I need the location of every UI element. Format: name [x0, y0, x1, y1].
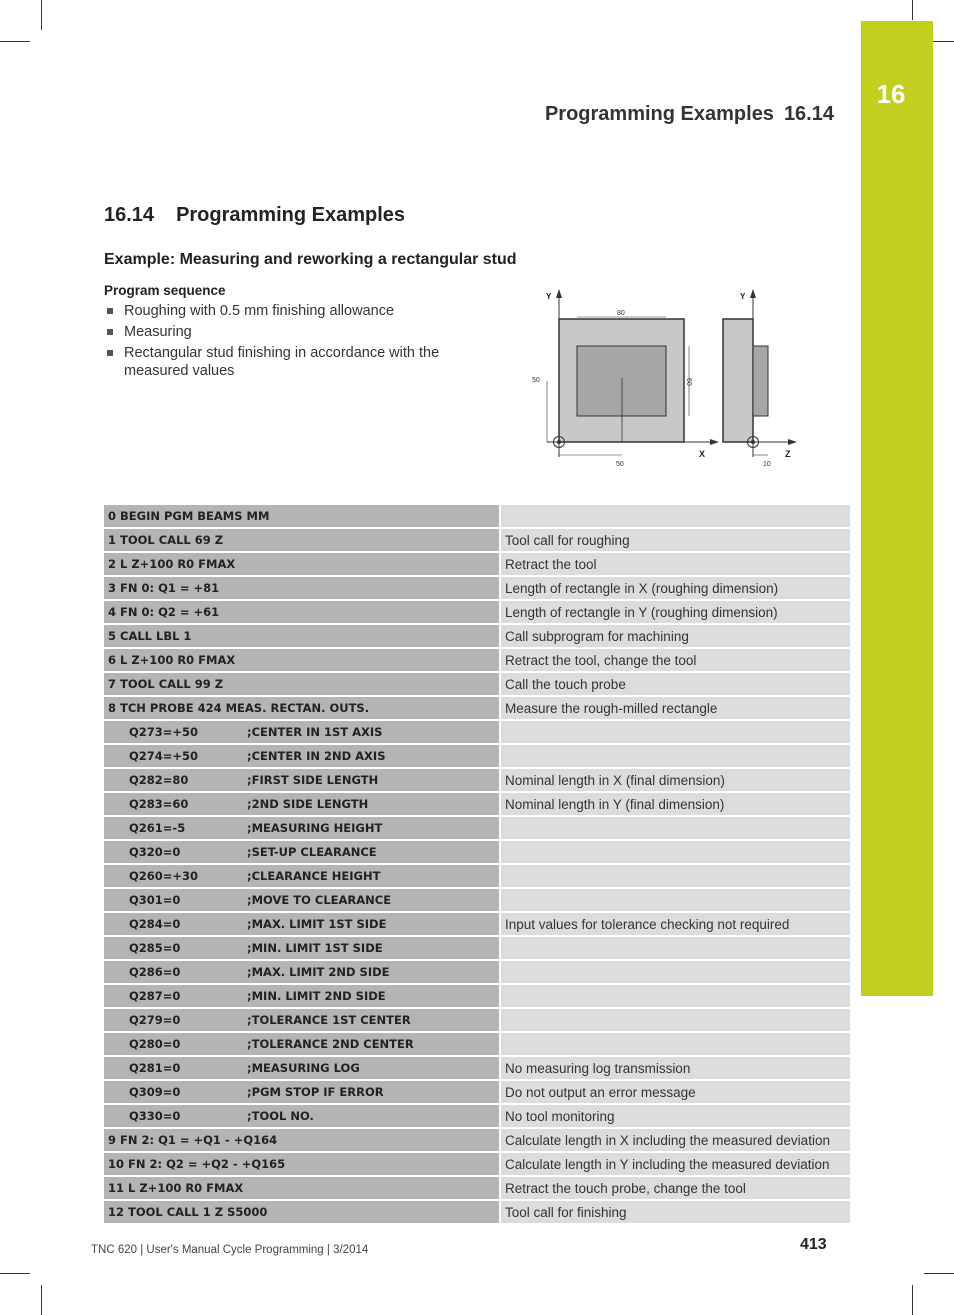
program-code-cell [104, 1057, 499, 1081]
parameter-comment: ;TOLERANCE 2ND CENTER [247, 1037, 414, 1051]
program-description-cell: Tool call for roughing [499, 529, 850, 553]
table-row [104, 1153, 850, 1177]
program-code-cell [104, 961, 499, 985]
list-item: Roughing with 0.5 mm finishing allowance [104, 302, 474, 320]
table-row [104, 961, 850, 985]
running-head-number: 16.14 [783, 103, 834, 125]
parameter-comment: ;TOOL NO. [247, 1109, 314, 1123]
program-sequence-list [104, 302, 474, 383]
example-title: Example: Measuring and reworking a rectangular stud [104, 251, 517, 268]
program-description-cell: Call subprogram for machining [499, 625, 850, 649]
program-code-cell: 9 FN 2: Q1 = +Q1 - +Q164 [104, 1129, 499, 1153]
program-table-body [104, 505, 850, 1225]
parameter-value: Q280=0 [129, 1037, 181, 1051]
program-description-cell: Length of rectangle in X (roughing dimension) [499, 577, 850, 601]
parameter-value: Q301=0 [129, 893, 181, 907]
program-description-cell [499, 937, 850, 961]
crop-mark [912, 1285, 913, 1315]
table-row [104, 649, 850, 673]
parameter-comment: ;MAX. LIMIT 2ND SIDE [247, 965, 390, 979]
program-code-cell: 8 TCH PROBE 424 MEAS. RECTAN. OUTS. [104, 697, 499, 721]
program-table [104, 505, 850, 1225]
table-row [104, 889, 850, 913]
program-code-cell [104, 745, 499, 769]
section-title [104, 204, 405, 227]
parameter-value: Q287=0 [129, 989, 181, 1003]
y-axis-side-arrow-icon [750, 289, 756, 298]
y-axis-side-label: Y [740, 292, 746, 301]
table-row [104, 985, 850, 1009]
program-description-cell [499, 745, 850, 769]
table-row [104, 745, 850, 769]
table-row [104, 817, 850, 841]
parameter-comment: ;MEASURING HEIGHT [247, 821, 383, 835]
program-code-cell: 10 FN 2: Q2 = +Q2 - +Q165 [104, 1153, 499, 1177]
table-row [104, 865, 850, 889]
program-code-cell [104, 937, 499, 961]
program-code-cell [104, 1081, 499, 1105]
section-number: 16.14 [104, 204, 155, 226]
program-description-cell: Tool call for finishing [499, 1201, 850, 1225]
program-description-cell: Nominal length in Y (final dimension) [499, 793, 850, 817]
program-code-cell [104, 817, 499, 841]
parameter-comment: ;CLEARANCE HEIGHT [247, 869, 381, 883]
parameter-comment: ;CENTER IN 1ST AXIS [247, 725, 383, 739]
table-row [104, 793, 850, 817]
program-code-cell: 7 TOOL CALL 99 Z [104, 673, 499, 697]
table-row [104, 721, 850, 745]
program-code-cell [104, 841, 499, 865]
running-head [545, 103, 834, 126]
x-axis-arrow-icon [710, 439, 719, 445]
parameter-comment: ;SET-UP CLEARANCE [247, 845, 377, 859]
crop-mark [912, 0, 913, 20]
y-axis-arrow-icon [556, 289, 562, 298]
side-view-stud [753, 346, 768, 416]
parameter-value: Q330=0 [129, 1109, 181, 1123]
parameter-value: Q282=80 [129, 773, 189, 787]
program-description-cell: Nominal length in X (final dimension) [499, 769, 850, 793]
running-head-title: Programming Examples [544, 103, 774, 125]
program-description-cell: Retract the touch probe, change the tool [499, 1177, 850, 1201]
table-row [104, 1081, 850, 1105]
program-description-cell [499, 841, 850, 865]
section-heading: Programming Examples [176, 204, 406, 226]
program-description-cell: Calculate length in X including the measured deviation [499, 1129, 850, 1153]
program-description-cell: Call the touch probe [499, 673, 850, 697]
program-description-cell: Retract the tool, change the tool [499, 649, 850, 673]
parameter-value: Q320=0 [129, 845, 181, 859]
table-row [104, 697, 850, 721]
parameter-value: Q281=0 [129, 1061, 181, 1075]
crop-mark [41, 0, 42, 30]
program-description-cell [499, 889, 850, 913]
crop-mark [924, 1273, 954, 1274]
program-code-cell [104, 985, 499, 1009]
table-row [104, 1201, 850, 1225]
table-row [104, 1009, 850, 1033]
x-axis-label: X [699, 449, 706, 459]
table-row [104, 841, 850, 865]
program-code-cell [104, 1009, 499, 1033]
parameter-value: Q284=0 [129, 917, 181, 931]
parameter-comment: ;TOLERANCE 1ST CENTER [247, 1013, 411, 1027]
z-axis-label: Z [785, 449, 791, 459]
table-row [104, 529, 850, 553]
program-description-cell: No tool monitoring [499, 1105, 850, 1129]
program-code-cell: 2 L Z+100 R0 FMAX [104, 553, 499, 577]
crop-mark [0, 41, 30, 42]
program-code-cell [104, 865, 499, 889]
parameter-value: Q274=+50 [129, 749, 199, 763]
dimension-60: 60 [685, 378, 692, 386]
program-description-cell: Calculate length in Y including the measured deviation [499, 1153, 850, 1177]
program-code-cell: 1 TOOL CALL 69 Z [104, 529, 499, 553]
origin-side-dot [751, 440, 755, 444]
list-item: Rectangular stud finishing in accordance with the measured values [104, 344, 474, 380]
origin-dot [557, 440, 561, 444]
program-code-cell: 5 CALL LBL 1 [104, 625, 499, 649]
chapter-number: 16 [876, 79, 906, 109]
table-row [104, 505, 850, 529]
program-description-cell: No measuring log transmission [499, 1057, 850, 1081]
table-row [104, 601, 850, 625]
program-description-cell [499, 1009, 850, 1033]
program-code-cell: 0 BEGIN PGM BEAMS MM [104, 505, 499, 529]
dimension-50-bottom: 50 [616, 461, 624, 468]
table-row [104, 1105, 850, 1129]
program-code-cell [104, 769, 499, 793]
program-description-cell [499, 721, 850, 745]
program-code-cell [104, 1105, 499, 1129]
table-row [104, 577, 850, 601]
program-code-cell: 3 FN 0: Q1 = +81 [104, 577, 499, 601]
program-description-cell: Retract the tool [499, 553, 850, 577]
parameter-value: Q285=0 [129, 941, 181, 955]
parameter-value: Q260=+30 [129, 869, 199, 883]
parameter-value: Q279=0 [129, 1013, 181, 1027]
square-bullet-icon [107, 350, 113, 356]
parameter-comment: ;MIN. LIMIT 2ND SIDE [247, 989, 386, 1003]
list-item: Measuring [104, 323, 474, 341]
program-description-cell [499, 505, 850, 529]
program-description-cell [499, 1033, 850, 1057]
parameter-comment: ;MEASURING LOG [247, 1061, 360, 1075]
program-description-cell: Measure the rough-milled rectangle [499, 697, 850, 721]
parameter-value: Q273=+50 [129, 725, 199, 739]
dimension-50-left: 50 [532, 377, 540, 384]
table-row [104, 1129, 850, 1153]
parameter-comment: ;FIRST SIDE LENGTH [247, 773, 379, 787]
table-row [104, 553, 850, 577]
parameter-value: Q286=0 [129, 965, 181, 979]
parameter-value: Q283=60 [129, 797, 189, 811]
parameter-comment: ;MOVE TO CLEARANCE [247, 893, 392, 907]
program-code-cell [104, 793, 499, 817]
program-description-cell [499, 961, 850, 985]
z-axis-arrow-icon [788, 439, 797, 445]
dimension-80: 80 [617, 310, 625, 317]
parameter-comment: ;2ND SIDE LENGTH [247, 797, 369, 811]
program-code-cell [104, 889, 499, 913]
program-description-cell: Length of rectangle in Y (roughing dimension) [499, 601, 850, 625]
parameter-comment: ;PGM STOP IF ERROR [247, 1085, 384, 1099]
parameter-comment: ;MIN. LIMIT 1ST SIDE [247, 941, 383, 955]
footer-text: TNC 620 | User's Manual Cycle Programming | 3/2014 [91, 1244, 369, 1256]
program-code-cell: 11 L Z+100 R0 FMAX [104, 1177, 499, 1201]
chapter-tab [861, 21, 933, 996]
program-description-cell [499, 865, 850, 889]
parameter-value: Q309=0 [129, 1085, 181, 1099]
table-row [104, 1177, 850, 1201]
rectangular-stud [577, 346, 666, 416]
side-view-blank [723, 319, 753, 442]
program-description-cell: Do not output an error message [499, 1081, 850, 1105]
program-code-cell: 4 FN 0: Q2 = +61 [104, 601, 499, 625]
table-row [104, 1033, 850, 1057]
program-description-cell: Input values for tolerance checking not required [499, 913, 850, 937]
table-row [104, 769, 850, 793]
program-description-cell [499, 817, 850, 841]
y-axis-label: Y [546, 292, 552, 301]
table-row [104, 913, 850, 937]
program-code-cell: 6 L Z+100 R0 FMAX [104, 649, 499, 673]
table-row [104, 1057, 850, 1081]
program-sequence-heading: Program sequence [104, 283, 226, 298]
program-description-cell [499, 985, 850, 1009]
page-number: 413 [800, 1236, 827, 1253]
table-row [104, 937, 850, 961]
workpiece-drawing [525, 285, 805, 470]
crop-mark [41, 1285, 42, 1315]
program-code-cell [104, 913, 499, 937]
square-bullet-icon [107, 308, 113, 314]
parameter-comment: ;MAX. LIMIT 1ST SIDE [247, 917, 387, 931]
square-bullet-icon [107, 329, 113, 335]
table-row [104, 673, 850, 697]
parameter-value: Q261=-5 [129, 821, 186, 835]
crop-mark [0, 1273, 30, 1274]
program-code-cell [104, 721, 499, 745]
table-row [104, 625, 850, 649]
dimension-10: 10 [763, 461, 771, 468]
program-code-cell [104, 1033, 499, 1057]
program-code-cell: 12 TOOL CALL 1 Z S5000 [104, 1201, 499, 1225]
parameter-comment: ;CENTER IN 2ND AXIS [247, 749, 386, 763]
